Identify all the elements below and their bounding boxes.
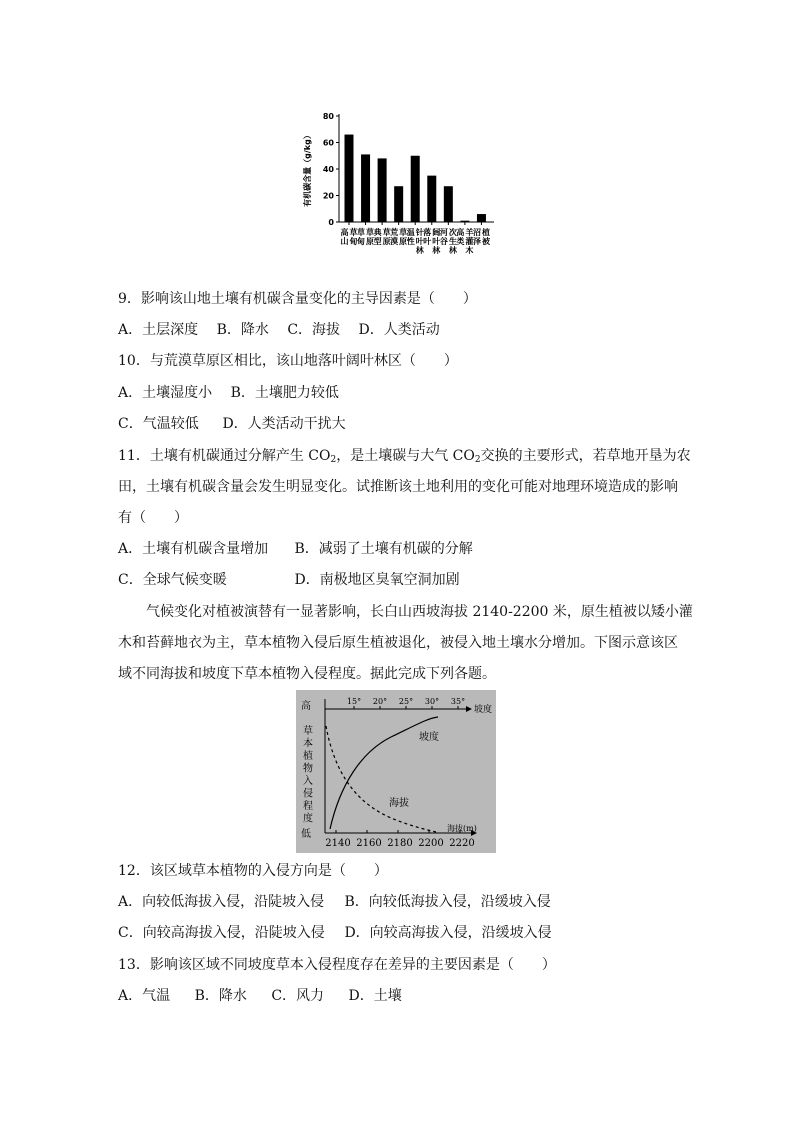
passage-line2: 木和苔藓地衣为主，草本植物入侵后原生植被退化，被侵入地土壤水分增加。下图示意该区 [118,635,678,651]
category-label: 草甸草原 [357,228,375,246]
organic-carbon-bar-chart [296,104,506,272]
q11-option-b[interactable]: B．减弱了土壤有机碳的分解 [294,541,473,557]
question-10-stem: 10．与荒漠草原区相比，该山地落叶阔叶林区（ ） [118,353,458,369]
q12-option-d[interactable]: D．向较高海拔入侵，沿缓坡入侵 [344,925,552,941]
q9-option-a[interactable]: A．土层深度 [118,322,199,338]
top-tick-label: 15° [346,697,362,706]
bottom-tick-label: 2140 [325,838,351,849]
top-tick-label: 35° [450,697,466,706]
bar [477,214,486,222]
q10-option-b[interactable]: B．土壤肥力较低 [230,385,339,401]
co2-subscript-2: 2 [474,455,481,465]
question-10-options-row1 [118,383,339,403]
bar [460,221,469,222]
y-high-label: 高 [301,701,311,712]
question-11-stem-part1: 11．土壤有机碳通过分解产生 CO [118,448,331,464]
question-11-line3: 有（ ） [118,510,188,526]
question-11-stem-part3: 交换的主要形式，若草地开垦为农 [480,448,691,464]
bar [361,154,370,222]
top-tick-label: 30° [424,697,440,706]
bar [394,186,403,222]
q13-option-b[interactable]: B．降水 [194,988,247,1004]
slope-curve-label: 坡度 [419,732,439,743]
altitude-curve-label: 海拔 [389,798,409,809]
bar [345,135,354,222]
question-9-stem: 9．影响该山地土壤有机碳含量变化的主导因素是（ ） [118,291,477,307]
q12-option-a[interactable]: A．向较低海拔入侵，沿陡坡入侵 [118,894,325,910]
question-10 [118,351,458,371]
question-11-options-row1 [118,539,473,559]
category-label: 荒漠草原 [390,228,408,246]
category-label: 落叶阔叶林 [423,228,441,255]
q11-option-a[interactable]: A．土壤有机碳含量增加 [118,541,269,557]
question-12-options-row1 [118,892,551,912]
invasion-degree-chart [296,690,496,853]
y-tick-label: 0 [328,218,334,227]
q13-option-a[interactable]: A．气温 [118,988,171,1004]
category-label: 温性针叶林 [406,228,424,255]
q11-option-d[interactable]: D．南极地区臭氧空洞加剧 [294,572,460,588]
category-label: 典型草原 [373,228,391,246]
q9-option-c[interactable]: C．海拔 [287,322,341,338]
y-low-label: 低 [301,829,311,840]
passage-line1: 气候变化对植被演替有一显著影响，长白山西坡海拔 2140-2200 米，原生植被以矮小灌 [146,604,693,620]
top-axis-label: 坡度 [474,705,493,715]
question-11-line2: 田，土壤有机碳含量会发生明显变化。试推断该土地利用的变化可能对地理环境造成的影响 [118,479,678,495]
question-9-options [118,320,440,340]
y-tick-label: 40 [322,165,334,174]
question-13-stem: 13．影响该区域不同坡度草本入侵程度存在差异的主要因素是（ ） [118,957,556,973]
question-12-options-row2 [118,923,552,943]
y-axis-label: 草本植物入侵程度 [303,726,313,825]
q10-option-a[interactable]: A．土壤湿度小 [118,385,213,401]
top-tick-label: 25° [398,697,414,706]
bottom-tick-label: 2200 [418,838,444,849]
question-12-stem: 12．该区域草本植物的入侵方向是（ ） [118,863,388,879]
question-12 [118,861,388,881]
bottom-tick-label: 2180 [387,838,413,849]
category-label: 河谷次生林 [439,228,457,255]
bar [411,156,420,222]
y-tick-label: 60 [322,138,334,148]
q9-option-d[interactable]: D．人类活动 [358,322,440,338]
question-10-options-row2 [118,414,346,434]
y-tick-label: 80 [322,112,334,121]
passage-line3: 域不同海拔和坡度下草本植物入侵程度。据此完成下列各题。 [118,666,496,682]
question-11-stem-part2: ，是土壤碳与大气 CO [336,448,475,464]
question-11-options-row2 [118,570,460,590]
category-label: 沼泽植被 [472,228,490,246]
y-axis-label: 有机碳含量（g/kg） [303,131,312,207]
q12-option-b[interactable]: B．向较低海拔入侵，沿缓坡入侵 [344,894,551,910]
q13-option-d[interactable]: D．土壤 [348,988,402,1004]
q11-option-c[interactable]: C．全球气候变暖 [118,572,227,588]
co2-subscript: 2 [330,455,337,465]
q10-option-c[interactable]: C．气温较低 [118,416,199,432]
question-13-options [118,986,402,1006]
question-9 [118,289,477,309]
bar [378,158,387,222]
bottom-tick-label: 2220 [449,838,475,849]
q10-option-d[interactable]: D．人类活动干扰大 [222,416,346,432]
bottom-axis-label: 海拔(m) [447,824,477,833]
category-label: 高山草甸 [340,228,358,246]
bar [444,186,453,222]
bottom-tick-label: 2160 [356,838,382,849]
q12-option-c[interactable]: C．向较高海拔入侵，沿陡坡入侵 [118,925,325,941]
question-11-line1 [118,446,691,470]
y-tick-label: 20 [322,191,334,201]
q9-option-b[interactable]: B．降水 [216,322,269,338]
top-tick-label: 20° [372,697,388,706]
bar [427,176,436,222]
q13-option-c[interactable]: C．风力 [271,988,325,1004]
question-13 [118,955,556,975]
category-label: 高类羊灌木 [456,228,474,255]
